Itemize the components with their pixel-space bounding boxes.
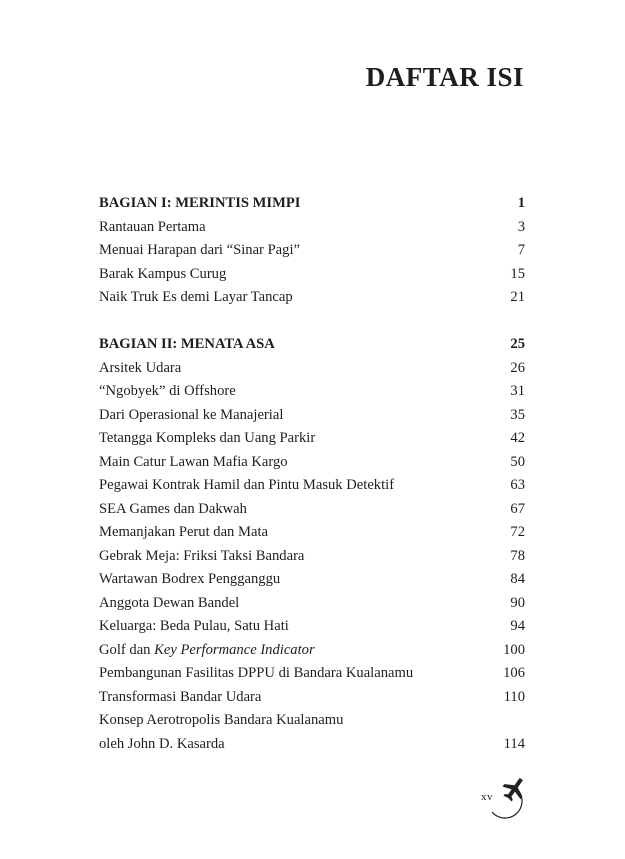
toc-entry-title: Keluarga: Beda Pulau, Satu Hati [99, 618, 289, 634]
toc-entry [99, 523, 525, 547]
toc-entry [99, 241, 525, 265]
toc-entry-title: Naik Truk Es demi Layar Tancap [99, 289, 293, 305]
toc-entry [99, 359, 525, 383]
toc-entry [99, 382, 525, 406]
toc-page-number: 67 [510, 500, 525, 517]
table-of-contents [99, 194, 525, 758]
toc-entry-title-prefix: Golf dan [99, 641, 151, 658]
toc-part-title: BAGIAN I: MERINTIS MIMPI [99, 195, 301, 211]
toc-entry-title: Barak Kampus Curug [99, 265, 227, 282]
toc-part-2 [99, 335, 525, 359]
toc-page-number: 35 [510, 406, 525, 423]
toc-page-number: 15 [510, 265, 525, 282]
toc-entry-title: SEA Games dan Dakwah [99, 500, 247, 517]
page-title: DAFTAR ISI [365, 62, 524, 92]
toc-page-number: 114 [503, 735, 525, 752]
toc-entry [99, 218, 525, 242]
toc-entry-line1 [99, 711, 525, 735]
toc-entry-title: Rantauan Pertama [99, 218, 206, 235]
toc-page-number: 100 [503, 641, 525, 658]
toc-entry [99, 570, 525, 594]
toc-page-number: 7 [517, 242, 525, 258]
toc-entry [99, 288, 525, 312]
toc-page-number: 106 [503, 665, 525, 681]
toc-page-number: 110 [503, 688, 525, 705]
toc-page-number: 94 [510, 618, 525, 634]
toc-page-number: 25 [510, 336, 525, 352]
toc-page-number: 63 [510, 477, 525, 493]
toc-page-number: 3 [517, 218, 525, 235]
toc-entry-title: oleh John D. Kasarda [99, 735, 225, 752]
toc-entry [99, 406, 525, 430]
section-spacer [99, 312, 525, 336]
toc-entry [99, 500, 525, 524]
folio-page-number: xv [481, 791, 493, 803]
toc-entry [99, 265, 525, 289]
toc-entry-title: “Ngobyek” di Offshore [99, 383, 236, 399]
toc-entry [99, 476, 525, 500]
toc-page-number: 78 [510, 547, 525, 564]
toc-entry-title: Tetangga Kompleks dan Uang Parkir [99, 430, 316, 446]
toc-entry-title: Anggota Dewan Bandel [99, 594, 240, 611]
toc-entry [99, 664, 525, 688]
toc-part-1 [99, 194, 525, 218]
toc-entry [99, 617, 525, 641]
toc-page-number: 90 [510, 594, 525, 611]
toc-entry-title: Menuai Harapan dari “Sinar Pagi” [99, 242, 300, 258]
airplane-shape [499, 775, 528, 805]
toc-entry-line2 [99, 735, 525, 759]
toc-page-number: 72 [510, 524, 525, 540]
toc-page-number: 31 [510, 383, 525, 399]
toc-entry-title: Wartawan Bodrex Pengganggu [99, 571, 281, 587]
toc-page-number: 42 [510, 430, 525, 446]
toc-entry-title: Dari Operasional ke Manajerial [99, 406, 284, 423]
toc-page-number: 1 [517, 195, 525, 211]
toc-page-number: 26 [510, 359, 525, 376]
toc-entry [99, 688, 525, 712]
toc-entry-title: Konsep Aerotropolis Bandara Kualanamu [99, 712, 344, 728]
toc-entry [99, 641, 525, 665]
toc-page-number: 84 [510, 571, 525, 587]
toc-entry-title: Arsitek Udara [99, 359, 182, 376]
toc-entry-title: Gebrak Meja: Friksi Taksi Bandara [99, 547, 305, 564]
toc-entry-title: Main Catur Lawan Mafia Kargo [99, 453, 288, 470]
toc-part-title: BAGIAN II: MENATA ASA [99, 336, 275, 352]
toc-entry [99, 453, 525, 477]
toc-entry [99, 547, 525, 571]
toc-entry-title [99, 641, 315, 659]
toc-page-number: 21 [510, 289, 525, 305]
toc-entry-title: Memanjakan Perut dan Mata [99, 524, 268, 540]
toc-entry-title: Pegawai Kontrak Hamil dan Pintu Masuk Detektif [99, 477, 395, 493]
toc-entry-title: Transformasi Bandar Udara [99, 688, 262, 705]
toc-entry [99, 594, 525, 618]
toc-entry-title: Pembangunan Fasilitas DPPU di Bandara Kualanamu [99, 665, 414, 681]
toc-entry-title-italic: Key Performance Indicator [154, 641, 315, 658]
toc-page-number: 50 [510, 453, 525, 470]
toc-entry [99, 429, 525, 453]
